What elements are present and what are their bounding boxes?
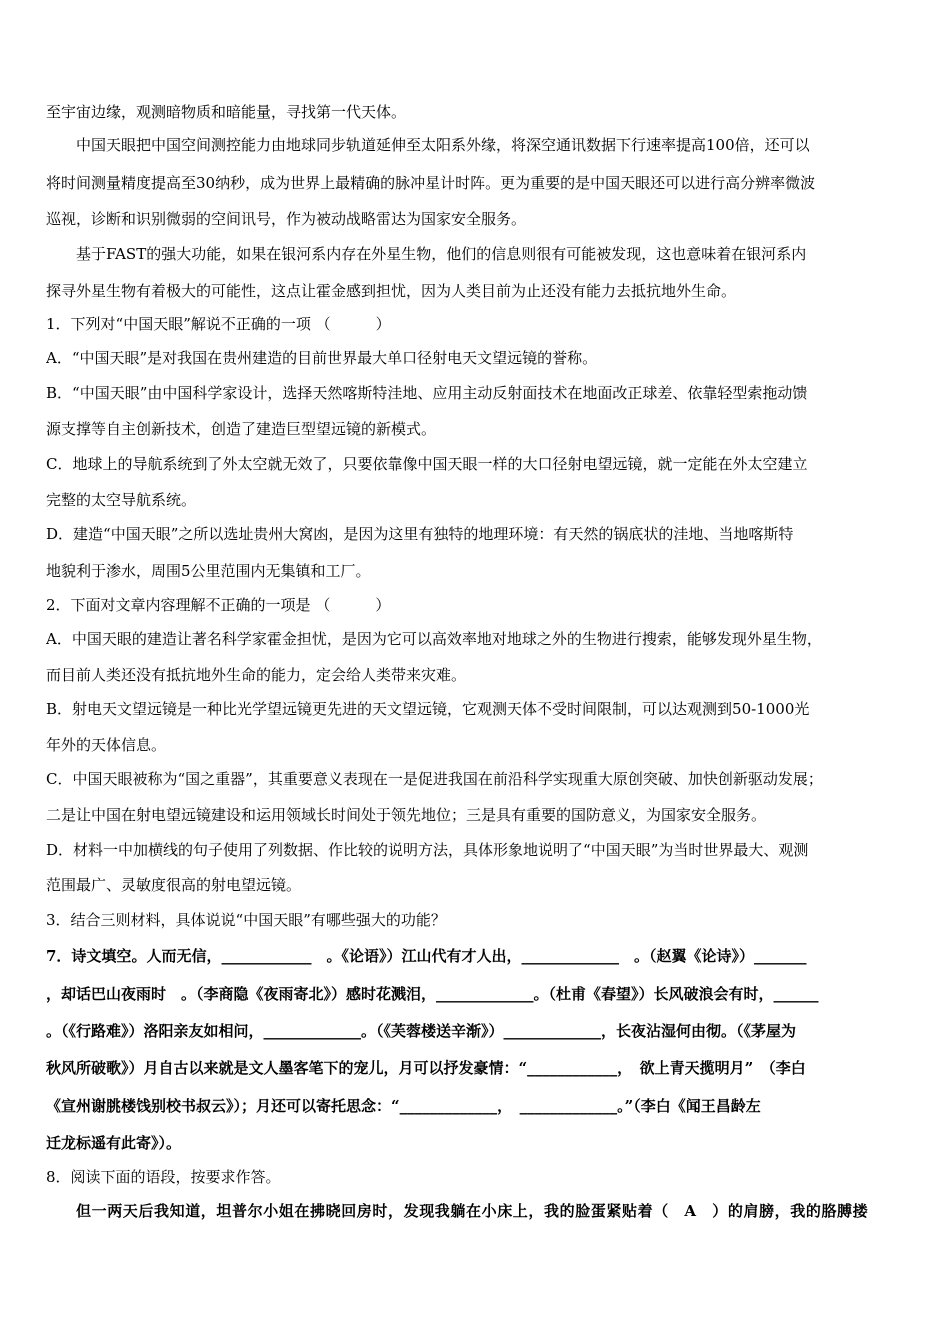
passage-line: 中国天眼把中国空间测控能力由地球同步轨道延伸至太阳系外缘，将深空通讯数据下行速率提高100倍，还可以 [76,136,810,154]
passage-line: 巡视，诊断和识别微弱的空间讯号，作为被动战略雷达为国家安全服务。 [46,210,527,228]
passage-line: 至宇宙边缘，观测暗物质和暗能量，寻找第一代天体。 [46,103,407,121]
passage-line: 探寻外星生物有着极大的可能性，这点让霍金感到担忧，因为人类目前为止还没有能力去抵抗地外生命。 [46,282,737,300]
passage-line: 将时间测量精度提高至30纳秒，成为世界上最精确的脉冲星计时阵。更为重要的是中国天眼还可以进行高分辨率微波 [46,174,816,192]
question-7-line: 《宣州谢朓楼饯别校书叔云》）；月还可以寄托思念：“_____________， _____________。”（李白《闻王昌龄左 [46,1097,761,1115]
question-2-option-d-cont: 范围最广、灵敏度很高的射电望远镜。 [46,876,302,894]
question-2-option-c-cont: 二是让中国在射电望远镜建设和运用领域长时间处于领先地位；三是具有重要的国防意义，为国家安全服务。 [46,806,767,824]
question-1-option-c: C．地球上的导航系统到了外太空就无效了，只要依靠像中国天眼一样的大口径射电望远镜，就一定能在外太空建立 [46,455,808,473]
question-2-option-b-cont: 年外的天体信息。 [46,736,167,754]
question-1-option-c-cont: 完整的太空导航系统。 [46,491,197,509]
question-1-stem: 1．下列对“中国天眼”解说不正确的一项 （ ） [46,315,391,333]
question-1-option-d: D．建造“中国天眼”之所以选址贵州大窝凼，是因为这里有独特的地理环境：有天然的锅底状的洼地、当地喀斯特 [46,525,794,543]
question-1-option-b: B．“中国天眼”由中国科学家设计，选择天然喀斯特洼地、应用主动反射面技术在地面改正球差、依靠轻型索拖动馈 [46,384,808,402]
question-8-stem: 8．阅读下面的语段，按要求作答。 [46,1168,281,1186]
question-2-option-c: C．中国天眼被称为“国之重器”，其重要意义表现在一是促进我国在前沿科学实现重大原创突破、加快创新驱动发展； [46,770,823,788]
question-2-option-a: A．中国天眼的建造让著名科学家霍金担忧，是因为它可以高效率地对地球之外的生物进行搜索，能够发现外星生物， [46,630,822,648]
question-2-option-d: D．材料一中加横线的句子使用了列数据、作比较的说明方法，具体形象地说明了“中国天眼”为当时世界最大、观测 [46,841,809,859]
question-7-line: 7．诗文填空。人而无信，____________ 。《论语》）江山代有才人出，_____________ 。（赵翼《论诗》）_______ [46,947,807,965]
question-8-passage: 但一两天后我知道，坦普尔小姐在拂晓回房时，发现我躺在小床上，我的脸蛋紧贴着（ A ）的肩膀，我的胳膊搂 [76,1202,869,1220]
question-1-option-d-cont: 地貌利于渗水，周围5公里范围内无集镇和工厂。 [46,562,371,580]
question-1-option-a: A．“中国天眼”是对我国在贵州建造的目前世界最大单口径射电天文望远镜的誉称。 [46,349,598,367]
question-3-stem: 3．结合三则材料，具体说说“中国天眼”有哪些强大的功能？ [46,911,446,929]
passage-line: 基于FAST的强大功能，如果在银河系内存在外星生物，他们的信息则很有可能被发现，这也意味着在银河系内 [76,245,807,263]
question-1-option-b-cont: 源支撑等自主创新技术，创造了建造巨型望远镜的新模式。 [46,420,437,438]
question-7-line: 秋风所破歌》）月自古以来就是文人墨客笔下的宠儿，月可以抒发豪情：“____________， 欲上青天揽明月” （李白 [46,1059,806,1077]
question-2-option-a-cont: 而目前人类还没有抵抗地外生命的能力，定会给人类带来灾难。 [46,666,467,684]
question-2-stem: 2．下面对文章内容理解不正确的一项是 （ ） [46,596,391,614]
question-2-option-b: B．射电天文望远镜是一种比光学望远镜更先进的天文望远镜，它观测天体不受时间限制，可以达观测到50-1000光 [46,700,810,718]
question-7-line: 。（《行路难》）洛阳亲友如相问，_____________。（《芙蓉楼送辛渐》）_____________，长夜沾湿何由彻。（《茅屋为 [46,1022,797,1040]
question-7-line: 迁龙标遥有此寄》）。 [46,1134,182,1152]
question-7-line: ，却话巴山夜雨时 。（李商隐《夜雨寄北》）感时花溅泪，_____________。（杜甫《春望》）长风破浪会有时，______ [46,985,819,1003]
